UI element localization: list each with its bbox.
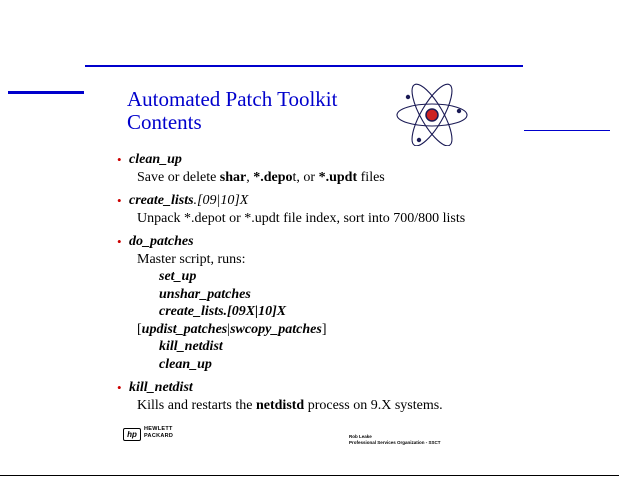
top-rule [85, 65, 523, 67]
item-description: Master script, runs: [137, 251, 246, 267]
bullet-icon: • [117, 234, 122, 249]
step-set-up: set_up [159, 269, 197, 284]
item-description: Kills and restarts the netdistd process on 9.X systems. [137, 397, 443, 413]
item-description: Unpack *.depot or *.updt file index, sort into 700/800 lists [137, 210, 466, 226]
item-description: Save or delete shar, *.depot, or *.updt files [137, 169, 385, 185]
atom-icon [395, 82, 469, 146]
slide-title [127, 88, 337, 134]
bullet-icon: • [117, 152, 122, 167]
item-heading: create_lists.[09|10]X [129, 193, 249, 208]
bullet-icon: • [117, 380, 122, 395]
hp-logo-text: HEWLETT PACKARD [144, 426, 174, 439]
step-clean-up: clean_up [159, 356, 212, 372]
list-item-create-lists [117, 192, 597, 227]
step-kill-netdist: kill_netdist [159, 339, 223, 354]
right-rule [524, 130, 610, 131]
step-install-alternatives: [updist_patches|swcopy_patches] [137, 321, 327, 337]
bullet-icon: • [117, 193, 122, 208]
item-heading: do_patches [129, 234, 194, 249]
item-heading: kill_netdist [129, 380, 193, 395]
list-item-kill-netdist [117, 379, 597, 414]
step-create-lists: create_lists.[09X|10]X [159, 304, 287, 319]
title-line-2: Contents [127, 110, 202, 134]
footer-credit [349, 434, 441, 446]
hp-logo-mark: hp [123, 428, 141, 441]
footer-author: Rob Leake [349, 434, 372, 439]
item-heading: clean_up [129, 152, 182, 167]
footer-organization: Professional Services Organization - SSCT [349, 440, 441, 445]
bottom-rule [0, 475, 619, 476]
title-line-1: Automated Patch Toolkit [127, 87, 338, 111]
left-rule [8, 91, 84, 94]
step-unshar-patches: unshar_patches [159, 286, 251, 302]
content-list [117, 151, 597, 420]
list-item-do-patches [117, 233, 597, 373]
list-item-clean-up [117, 151, 597, 186]
hp-logo [123, 426, 183, 442]
